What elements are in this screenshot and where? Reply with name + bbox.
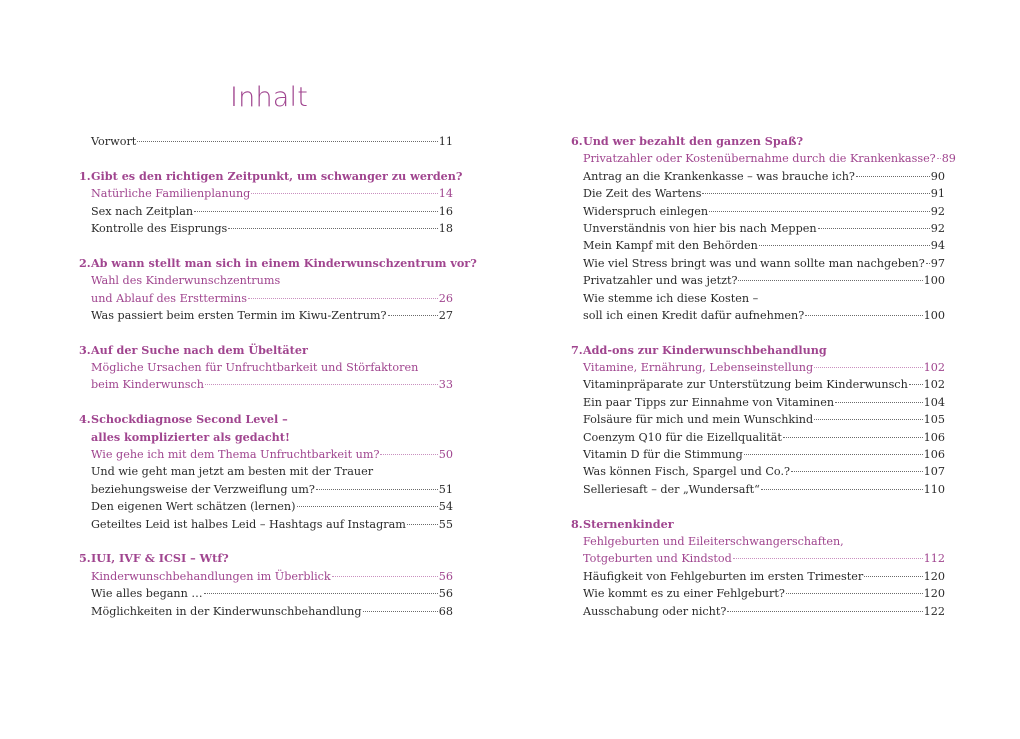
toc-entry-title: Ab wann stellt man sich in einem Kinderwunschzentrum vor? — [91, 255, 477, 270]
toc-chapter-heading[interactable] — [571, 516, 945, 533]
toc-entry-title: Kinderwunschbehandlungen im Überblick — [91, 569, 331, 583]
toc-entry[interactable] — [571, 394, 945, 411]
toc-page-number: 105 — [923, 413, 945, 427]
toc-page-number: 102 — [923, 361, 945, 375]
toc-page-number: 51 — [438, 482, 453, 496]
toc-entry[interactable] — [571, 429, 945, 446]
toc-dot-leader — [761, 489, 923, 490]
toc-dot-leader — [363, 611, 438, 612]
toc-entry-title: Geteiltes Leid ist halbes Leid – Hashtags auf Instagram — [91, 517, 406, 531]
toc-dot-leader — [805, 315, 922, 316]
toc-spacer — [571, 324, 945, 341]
toc-dot-leader — [909, 384, 923, 385]
toc-dot-leader — [194, 211, 438, 212]
toc-entry-title: Vitaminpräparate zur Unterstützung beim Kinderwunsch — [583, 378, 908, 392]
toc-dot-leader — [738, 280, 922, 281]
toc-entry-title: Vitamin D für die Stimmung — [583, 448, 743, 462]
toc-page-number: 97 — [930, 256, 945, 270]
toc-spacer — [79, 237, 453, 254]
toc-entry[interactable] — [79, 516, 453, 533]
toc-page-number: 100 — [923, 274, 945, 288]
toc-entry[interactable] — [79, 498, 453, 515]
toc-entry-title: Den eigenen Wert schätzen (lernen) — [91, 500, 296, 514]
toc-dot-leader — [786, 593, 923, 594]
toc-entry[interactable] — [571, 220, 945, 237]
toc-entry[interactable] — [79, 603, 453, 620]
toc-entry-title: Fehlgeburten und Eileiterschwangerschaften, — [583, 534, 844, 548]
page-title: Inhalt — [230, 82, 309, 113]
toc-entry-title: IUI, IVF & ICSI – Wtf? — [91, 551, 229, 566]
toc-entry[interactable] — [571, 446, 945, 463]
toc-chapter-number: 7. — [571, 342, 583, 357]
toc-page-number: 92 — [930, 221, 945, 235]
toc-entry[interactable] — [79, 307, 453, 324]
toc-dot-leader — [818, 228, 930, 229]
toc-entry[interactable] — [571, 150, 956, 167]
toc-entry-title: Wie stemme ich diese Kosten – — [583, 291, 759, 305]
toc-spacer — [571, 498, 945, 515]
toc-dot-leader — [791, 471, 923, 472]
toc-entry-title: Vitamine, Ernährung, Lebenseinstellung — [583, 361, 814, 375]
toc-page-number: 100 — [923, 308, 945, 322]
toc-entry-title: Häufigkeit von Fehlgeburten im ersten Trimester — [583, 569, 864, 583]
toc-entry[interactable] — [571, 463, 945, 480]
toc-entry[interactable] — [571, 376, 945, 393]
toc-entry[interactable] — [79, 220, 453, 237]
toc-chapter-heading[interactable] — [79, 429, 453, 446]
toc-entry-title: und Ablauf des Ersttermins — [91, 291, 247, 305]
toc-entry-title: Möglichkeiten in der Kinderwunschbehandlung — [91, 604, 362, 618]
toc-entry[interactable] — [571, 255, 945, 272]
toc-entry[interactable] — [79, 463, 453, 480]
toc-dot-leader — [814, 419, 922, 420]
toc-entry-title: Folsäure für mich und mein Wunschkind — [583, 413, 814, 427]
toc-dot-leader — [856, 176, 930, 177]
toc-dot-leader — [407, 524, 438, 525]
toc-chapter-heading[interactable] — [79, 255, 477, 272]
toc-chapter-heading[interactable] — [571, 342, 945, 359]
toc-entry[interactable] — [571, 603, 945, 620]
toc-page-number: 50 — [438, 448, 453, 462]
toc-entry-title: Widerspruch einlegen — [583, 204, 709, 218]
toc-entry-title: Wie alles begann … — [91, 587, 203, 601]
toc-page-number: 27 — [438, 308, 453, 322]
toc-chapter-number: 2. — [79, 255, 91, 270]
toc-entry-title: Privatzahler oder Kostenübernahme durch die Krankenkasse? — [583, 152, 936, 166]
toc-chapter-number: 3. — [79, 342, 91, 357]
toc-spacer — [79, 394, 453, 411]
toc-dot-leader — [137, 141, 437, 142]
toc-entry[interactable] — [79, 272, 453, 289]
toc-entry[interactable] — [571, 185, 945, 202]
toc-entry[interactable] — [571, 168, 945, 185]
toc-entry[interactable] — [571, 568, 945, 585]
toc-entry-title: Wie kommt es zu einer Fehlgeburt? — [583, 587, 785, 601]
toc-entry-title: beziehungsweise der Verzweiflung um? — [91, 482, 315, 496]
toc-dot-leader — [380, 454, 437, 455]
toc-page-number: 122 — [923, 604, 945, 618]
toc-page-number: 56 — [438, 569, 453, 583]
toc-chapter-number: 1. — [79, 168, 91, 183]
toc-entry-title: Wie gehe ich mit dem Thema Unfruchtbarkeit um? — [91, 448, 380, 462]
toc-dot-leader — [388, 315, 438, 316]
toc-entry-title: Totgeburten und Kindstod — [583, 552, 732, 566]
toc-entry[interactable] — [79, 481, 453, 498]
toc-chapter-heading[interactable] — [79, 550, 453, 567]
toc-entry-title: Was können Fisch, Spargel und Co.? — [583, 465, 791, 479]
toc-dot-leader — [783, 437, 923, 438]
toc-page-number: 54 — [438, 500, 453, 514]
toc-page-number: 26 — [438, 291, 453, 305]
toc-dot-leader — [937, 158, 941, 159]
toc-dot-leader — [709, 211, 930, 212]
toc-entry[interactable] — [571, 411, 945, 428]
toc-entry-title: soll ich einen Kredit dafür aufnehmen? — [583, 308, 805, 322]
toc-entry-title: Und wer bezahlt den ganzen Spaß? — [583, 134, 804, 148]
toc-spacer — [79, 533, 453, 550]
toc-page-number: 55 — [438, 517, 453, 531]
toc-page-number: 68 — [438, 604, 453, 618]
toc-page-number: 106 — [923, 430, 945, 444]
toc-page-number: 112 — [923, 552, 945, 566]
toc-dot-leader — [702, 193, 929, 194]
toc-dot-leader — [248, 298, 438, 299]
toc-page-number: 107 — [923, 465, 945, 479]
toc-page-number: 14 — [438, 187, 453, 201]
toc-page-number: 104 — [923, 395, 945, 409]
toc-page-number: 94 — [930, 239, 945, 253]
toc-right-column — [571, 133, 956, 620]
toc-dot-leader — [864, 576, 922, 577]
toc-dot-leader — [744, 454, 923, 455]
toc-entry-title: Wie viel Stress bringt was und wann sollte man nachgeben? — [583, 256, 925, 270]
toc-page-number: 11 — [438, 135, 453, 148]
toc-page-number: 102 — [923, 378, 945, 392]
toc-entry[interactable] — [79, 446, 453, 463]
toc-entry-title: Ausschabung oder nicht? — [583, 604, 727, 618]
toc-entry[interactable] — [79, 290, 453, 307]
toc-entry-title: Gibt es den richtigen Zeitpunkt, um schwanger zu werden? — [91, 168, 463, 183]
toc-entry[interactable] — [571, 533, 945, 550]
toc-entry-title: Ein paar Tipps zur Einnahme von Vitaminen — [583, 395, 835, 409]
toc-entry-title: Schockdiagnose Second Level – — [91, 412, 288, 427]
toc-entry-title: Natürliche Familienplanung — [91, 187, 251, 201]
toc-entry-title: Coenzym Q10 für die Eizellqualität — [583, 430, 782, 444]
toc-dot-leader — [727, 611, 922, 612]
toc-entry[interactable] — [571, 203, 945, 220]
toc-entry[interactable] — [571, 272, 945, 289]
toc-chapter-heading[interactable] — [571, 133, 945, 150]
toc-entry[interactable] — [79, 203, 453, 220]
toc-dot-leader — [814, 367, 922, 368]
toc-entry[interactable] — [79, 359, 453, 376]
toc-page-number: 56 — [438, 587, 453, 601]
toc-page-number: 106 — [923, 448, 945, 462]
toc-entry-title: Sex nach Zeitplan — [91, 204, 194, 218]
toc-entry-title: Unverständnis von hier bis nach Meppen — [583, 221, 817, 235]
toc-entry[interactable] — [571, 481, 945, 498]
toc-dot-leader — [332, 576, 438, 577]
toc-dot-leader — [759, 245, 930, 246]
toc-entry[interactable] — [571, 585, 945, 602]
toc-chapter-heading[interactable] — [79, 342, 453, 359]
toc-entry-title: beim Kinderwunsch — [91, 378, 204, 392]
toc-page-number: 91 — [930, 187, 945, 201]
toc-dot-leader — [251, 193, 437, 194]
toc-page-number: 120 — [923, 587, 945, 601]
toc-entry[interactable] — [571, 307, 945, 324]
toc-entry-title: Privatzahler und was jetzt? — [583, 274, 738, 288]
toc-entry[interactable] — [571, 359, 945, 376]
toc-dot-leader — [204, 593, 438, 594]
toc-entry[interactable] — [571, 237, 945, 254]
toc-dot-leader — [316, 489, 438, 490]
toc-entry[interactable] — [79, 376, 453, 393]
toc-page-number: 92 — [930, 204, 945, 218]
toc-page-number: 16 — [438, 204, 453, 218]
toc-spacer — [79, 150, 453, 167]
toc-chapter-number: 4. — [79, 412, 91, 427]
toc-entry-title: Add-ons zur Kinderwunschbehandlung — [583, 342, 827, 357]
toc-spacer — [79, 324, 453, 341]
toc-chapter-number: 6. — [571, 134, 583, 148]
toc-entry[interactable] — [79, 585, 453, 602]
toc-chapter-heading[interactable] — [79, 168, 463, 185]
toc-entry[interactable] — [79, 133, 453, 150]
toc-page-number: 120 — [923, 569, 945, 583]
toc-entry-title: Sternenkinder — [583, 516, 674, 531]
toc-entry-title: Auf der Suche nach dem Übeltäter — [91, 342, 308, 357]
toc-dot-leader — [205, 384, 438, 385]
toc-chapter-number: 8. — [571, 516, 583, 531]
toc-entry-title: Selleriesaft – der „Wundersaft“ — [583, 482, 760, 496]
toc-page-number: 89 — [941, 152, 956, 166]
toc-entry-title: Antrag an die Krankenkasse – was brauche ich? — [583, 169, 855, 183]
toc-dot-leader — [733, 558, 923, 559]
toc-entry[interactable] — [571, 550, 945, 567]
toc-left-column — [79, 133, 477, 620]
toc-chapter-number: 5. — [79, 551, 91, 566]
toc-page-number: 90 — [930, 169, 945, 183]
toc-dot-leader — [926, 263, 930, 264]
toc-entry-title: alles komplizierter als gedacht! — [91, 429, 290, 444]
toc-dot-leader — [228, 228, 437, 229]
toc-entry-title: Mögliche Ursachen für Unfruchtbarkeit und Störfaktoren — [91, 361, 419, 375]
toc-entry[interactable] — [79, 568, 453, 585]
toc-entry[interactable] — [79, 185, 453, 202]
toc-chapter-heading[interactable] — [79, 411, 453, 428]
toc-dot-leader — [835, 402, 923, 403]
toc-entry-title: Und wie geht man jetzt am besten mit der Trauer — [91, 465, 374, 479]
toc-entry-title: Mein Kampf mit den Behörden — [583, 239, 758, 253]
toc-page-number: 110 — [923, 482, 945, 496]
toc-entry-title: Wahl des Kinderwunschzentrums — [91, 274, 281, 288]
toc-dot-leader — [297, 506, 438, 507]
toc-entry-title: Was passiert beim ersten Termin im Kiwu-Zentrum? — [91, 308, 387, 322]
toc-entry[interactable] — [571, 290, 945, 307]
toc-page-number: 33 — [438, 378, 453, 392]
toc-entry-title: Vorwort — [91, 135, 137, 148]
toc-entry-title: Kontrolle des Eisprungs — [91, 221, 228, 235]
toc-page-number: 18 — [438, 221, 453, 235]
toc-entry-title: Die Zeit des Wartens — [583, 187, 702, 201]
